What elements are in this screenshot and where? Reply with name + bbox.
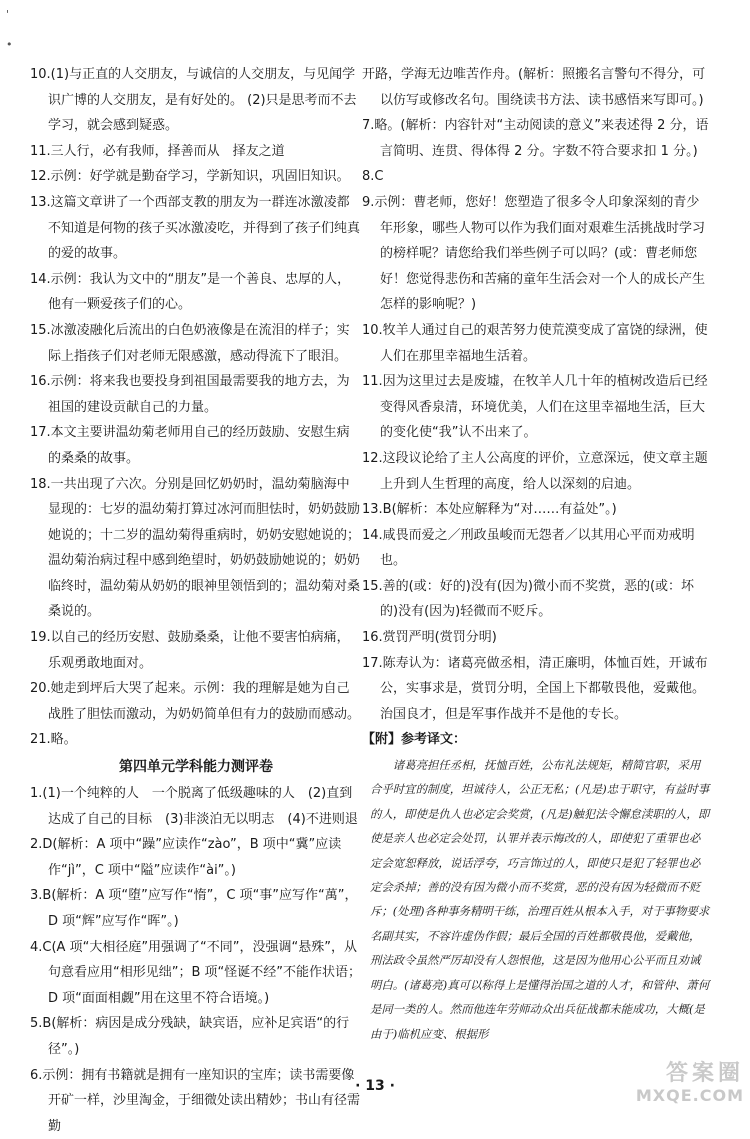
answer-item: 8.C bbox=[362, 169, 384, 185]
right-column bbox=[362, 62, 710, 1046]
answer-item: 12.这段议论给了主人公高度的评价，立意深远，使文章主题上升到人生哲理的高度，给人以深刻的启迪。 bbox=[362, 450, 708, 492]
answer-item: 19.以自己的经历安慰、鼓励桑桑，让他不要害怕病痛，乐观勇敢地面对。 bbox=[30, 630, 350, 671]
margin-mark: ' bbox=[6, 8, 10, 21]
answer-item: 7.略。(解析：内容针对“主动阅读的意义”来表述得 2 分，语言简明、连贯、得体得 2 分。字数不符合要求扣 1 分。) bbox=[362, 118, 709, 159]
answer-item: 10.牧羊人通过自己的艰苦努力使荒漠变成了富饶的绿洲，使人们在那里幸福地生活着。 bbox=[362, 322, 708, 364]
answer-list-right bbox=[362, 62, 710, 727]
section-title: 第四单元学科能力测评卷 bbox=[119, 759, 273, 776]
answer-item: 6.示例：拥有书籍就是拥有一座知识的宝库；读书需要像开矿一样，沙里淘金，于细微处读出精妙；书山有径需勤 bbox=[30, 1067, 361, 1134]
answer-item: 16.示例：将来我也要投身到祖国最需要我的地方去，为祖国的建设贡献自己的力量。 bbox=[30, 374, 350, 415]
answer-list-left bbox=[30, 62, 362, 753]
answer-item: 14.示例：我认为文中的“朋友”是一个善良、忠厚的人，他有一颗爱孩子们的心。 bbox=[30, 271, 351, 313]
answer-item: 5.B(解析：病因是成分残缺，缺宾语，应补足宾语“的行径”。) bbox=[30, 1016, 350, 1057]
answer-item: 开路，学海无边唯苦作舟。(解析：照搬名言警句不得分，可以仿写或修改名句。围绕读书方法、读书感悟来写即可。) bbox=[362, 67, 706, 108]
answer-item: 14.咸畏而爱之／刑政虽峻而无怨者／以其用心平而劝戒明也。 bbox=[362, 527, 695, 569]
answer-item: 2.D(解析：A 项中“躁”应读作“zào”，B 项中“冀”应读作“jì”，C 项中“隘”应读作“ài”。) bbox=[30, 837, 342, 878]
answer-item: 13.这篇文章讲了一个西部支教的朋友为一群连冰激凌都不知道是何物的孩子买冰激凌吃，并得到了孩子们纯真的爱的故事。 bbox=[30, 194, 361, 262]
answer-item: 1.(1)一个纯粹的人 一个脱离了低级趣味的人 (2)直到达成了自己的目标 (3)非淡泊无以明志 (4)不进则退 bbox=[30, 786, 358, 827]
answer-item: 21.略。 bbox=[30, 732, 77, 748]
answer-item: 11.因为这里过去是废墟，在牧羊人几十年的植树改造后已经变得风香泉清，环境优美，人们在这里幸福地生活，巨大的变化使“我”认不出来了。 bbox=[362, 374, 708, 441]
margin-mark: • bbox=[6, 38, 13, 51]
answer-item: 10.(1)与正直的人交朋友，与诚信的人交朋友，与见闻学识广博的人交朋友，是有好处的。 (2)只是思考而不去学习，就会感到疑惑。 bbox=[30, 67, 357, 134]
answer-item: 17.陈寿认为：诸葛亮做丞相，清正廉明，体恤百姓，开诚布公，实事求是，赏罚分明，全国上下都敬畏他，爱戴他。治国良才，但是军事作战并不是他的专长。 bbox=[362, 655, 708, 722]
answer-item: 12.示例：好学就是勤奋学习，学新知识，巩固旧知识。 bbox=[30, 169, 350, 185]
page-number: · 13 · bbox=[355, 1078, 395, 1094]
answer-item: 18.一共出现了六次。分别是回忆奶奶时，温幼菊脑海中显现的：七岁的温幼菊打算过冰河而胆怯时，奶奶鼓励她说的；十二岁的温幼菊得重病时，奶奶安慰她说的；温幼菊治病过程中感到绝望时，奶奶鼓励她说的；奶奶临终时，温幼菊从奶奶的眼神里领悟到的；温幼菊对桑桑说的。 bbox=[30, 476, 361, 620]
answer-item: 9.示例：曹老师，您好！您塑造了很多令人印象深刻的青少年形象，哪些人物可以作为我们面对艰难生活挑战时学习的榜样呢？请您给我们举些例子可以吗？(或：曹老师您好！您觉得悲伤和苦痛的童年生活会对一个人的成长产生怎样的影响呢？) bbox=[362, 194, 706, 313]
watermark-domain: MXQE.COM bbox=[635, 1086, 744, 1105]
answer-item: 11.三人行，必有我师，择善而从 择友之道 bbox=[30, 143, 285, 159]
watermark-logo-text: 答案圈 bbox=[665, 1060, 744, 1086]
answer-item: 13.B(解析：本处应解释为“对……有益处”。) bbox=[362, 502, 617, 518]
answer-item: 20.她走到坪后大哭了起来。示例：我的理解是她为自己战胜了胆怯而激动，为奶奶简单但有力的鼓励而感动。 bbox=[30, 681, 361, 722]
answer-item: 3.B(解析：A 项“堕”应写作“惰”，C 项“事”应写作“萬”，D 项“辉”应写作“晖”。) bbox=[30, 888, 358, 929]
appendix-label: 【附】参考译文： bbox=[362, 732, 467, 748]
site-watermark bbox=[614, 1060, 744, 1108]
answer-item: 17.本文主要讲温幼菊老师用自己的经历鼓励、安慰生病的桑桑的故事。 bbox=[30, 425, 350, 466]
answer-item: 15.冰激凌融化后流出的白色奶液像是在流泪的样子；实际上指孩子们对老师无限感激，感动得流下了眼泪。 bbox=[30, 322, 350, 364]
answer-item: 16.赏罚严明(赏罚分明) bbox=[362, 630, 497, 646]
reference-translation: 诸葛亮担任丞相，抚恤百姓，公布礼法规矩，精简官职，采用合乎时宜的制度，坦诚待人，公正无私；(凡是)忠于职守，有益时事的人，即使是仇人也必定会奖赏，(凡是)触犯法令懈怠渎职的人，即使是亲人也必定会处罚，认罪并表示悔改的人，即使犯了重罪也必定会宽恕释放，说话浮夸，巧言饰过的人，即使只是犯了轻罪也必定会杀掉；善的没有因为微小而不奖赏，恶的没有因为轻微而不贬斥；(处理)各种事务精明干练，治理百姓从根本入手，对于事物要求名副其实，不容许虚伪作假；最后全国的百姓都敬畏他，爱戴他，刑法政令虽然严厉却没有人怨恨他，这是因为他用心公平而且劝诫明白。(诸葛亮)真可以称得上是懂得治国之道的人才，和管仲、萧何是同一类的人。然而他连年劳师动众出兵征战都未能成功，大概(是由于)临机应变、根据形 bbox=[370, 758, 710, 1041]
answer-item: 15.善的(或：好的)没有(因为)微小而不奖赏，恶的(或：坏的)没有(因为)轻微而不贬斥。 bbox=[362, 578, 695, 620]
answer-item: 4.C(A 项“大相径庭”用强调了“不同”，没强调“悬殊”，从句意看应用“相形见绌”；B 项“怪诞不经”不能作状语；D 项“面面相觑”用在这里不符合语境。) bbox=[30, 939, 361, 1006]
left-column bbox=[30, 62, 362, 1139]
